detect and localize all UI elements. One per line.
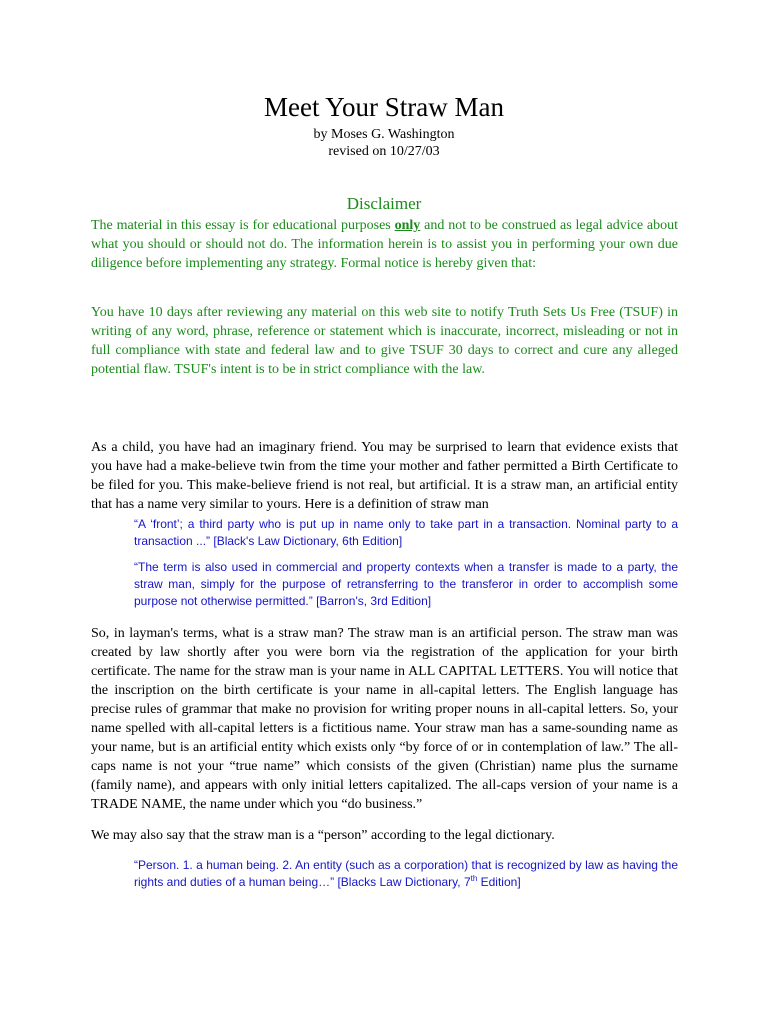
notice-paragraph: You have 10 days after reviewing any material on this web site to notify Truth Sets Us Free (TSUF) in writing of any word, phrase, reference or statement which is inaccurate, incorrect, misleading or not in full compliance with state and federal law and to give TSUF 30 days to correct and cure any alleged potential flaw. TSUF's intent is to be in strict compliance with the law. (91, 305, 678, 377)
document-title: Meet Your Straw Man (264, 92, 504, 122)
disclaimer-text-end: and not to be construed as legal advice about what you should or should not do. The information herein is to assist you in performing your own due diligence before implementing any strategy. Formal notice is hereby given that: (91, 218, 679, 271)
quote-blacks-7th-end: Edition] (477, 875, 521, 889)
body-paragraph-person: We may also say that the straw man is a “person” according to the legal dictionary. (91, 828, 555, 843)
ordinal-superscript: th (470, 874, 478, 883)
quote-blacks-6th: “A ‘front’; a third party who is put up in name only to take part in a transaction. Nominal party to a transaction ...” [Black's Law Dictionary, 6th Edition] (134, 517, 678, 548)
disclaimer-emphasis: only (394, 218, 421, 233)
disclaimer-text-start: The material in this essay is for educational purposes (91, 218, 395, 233)
quote-blacks-7th (134, 857, 678, 891)
revision-date: revised on 10/27/03 (328, 144, 440, 159)
quote-blacks-7th-text: “Person. 1. a human being. 2. An entity (such as a corporation) that is recognized by law as having the rights and duties of a human being…” [Blacks Law Dictionary, 7 (134, 858, 678, 889)
body-paragraph-straw-man: So, in layman's terms, what is a straw man? The straw man is an artificial person. The straw man was created by law shortly after you were born via the registration of the application for your birth certificate. The name for the straw man is your name in ALL CAPITAL LETTERS. You will notice that the inscription on the birth certificate is your name in all-capital letters. The English language has precise rules of grammar that make no provision for writing proper nouns in all-capital letters. So, your name spelled with all-capital letters is a fictitious name. Your straw man has a same-sounding name as your name, but is an artificial entity which exists only “by force of or in contemplation of law.” The all-caps name is not your “true name” which consists of the given (Christian) name plus the surname (family name), and appears with only initial letters capitalized. The all-caps version of your name is a TRADE NAME, the name under which you “do business.” (91, 626, 678, 812)
disclaimer-paragraph (91, 216, 678, 273)
disclaimer-heading: Disclaimer (346, 194, 422, 213)
quote-barrons: “The term is also used in commercial and property contexts when a transfer is made to a party, the straw man, simply for the purpose of retransferring to the transferor in order to accomplish some purpose not otherwise permitted.” [Barron's, 3rd Edition] (134, 560, 678, 608)
author-byline: by Moses G. Washington (313, 127, 455, 142)
body-paragraph-intro: As a child, you have had an imaginary friend. You may be surprised to learn that evidence exists that you have had a make-believe twin from the time your mother and father permitted a Birth Certificate to be filed for you. This make-believe friend is not real, but artificial. It is a straw man, an artificial entity that has a name very similar to yours. Here is a definition of straw man (91, 440, 678, 512)
